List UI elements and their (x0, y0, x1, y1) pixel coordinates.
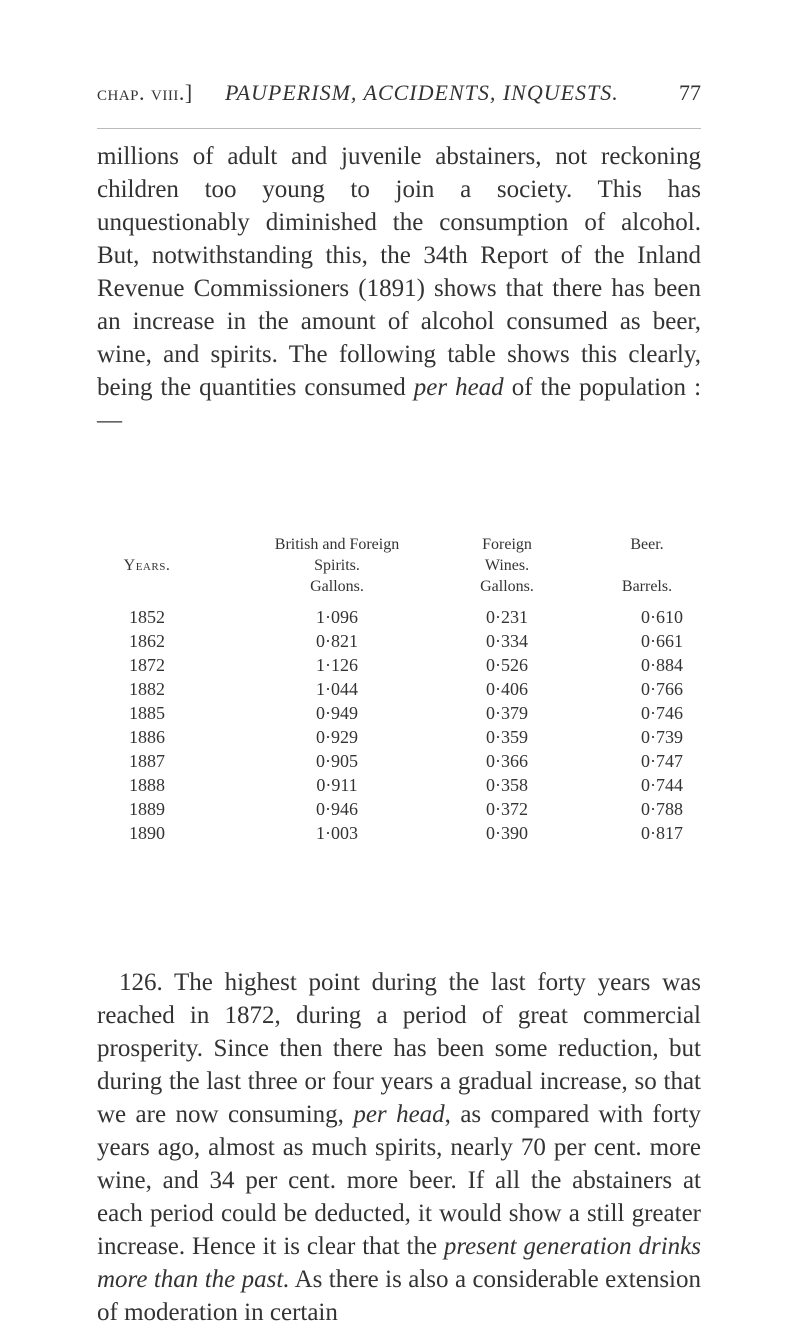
paragraph-126-italic-a: per head (353, 1101, 445, 1128)
paragraph-126-italic-b: present generation drinks more than the past. (97, 1233, 701, 1293)
table-row (97, 749, 701, 773)
cell-beer: 0·766 (641, 679, 683, 699)
table-row (97, 725, 701, 749)
table-row (97, 653, 701, 677)
table-row (97, 605, 701, 629)
chapter-label: chap. viii.] (97, 80, 193, 105)
cell-wines: 0·390 (486, 823, 528, 843)
paragraph-intro (97, 140, 701, 437)
paragraph-126-text-a: 126. The highest point during the last forty years was reached in 1872, during a period of great commercial prosperity. Since then there has been some reduction, but during the last three or four years a gradual increase, so that we are now consuming, (97, 969, 701, 1128)
header-rule (97, 128, 701, 129)
cell-spirits: 0·929 (316, 727, 358, 747)
cell-year: 1862 (129, 631, 165, 651)
cell-wines: 0·334 (486, 631, 528, 651)
header-beer-line2 (587, 556, 707, 577)
header-wines-line1: Foreign (482, 536, 532, 553)
cell-year: 1882 (129, 679, 165, 699)
cell-year: 1889 (129, 799, 165, 819)
cell-beer: 0·817 (641, 823, 683, 843)
cell-spirits: 1·096 (316, 607, 358, 627)
header-wines-unit: Gallons. (480, 578, 534, 595)
paragraph-126 (97, 966, 701, 1329)
cell-year: 1852 (129, 607, 165, 627)
header-beer-unit: Barrels. (621, 578, 673, 595)
cell-beer: 0·747 (641, 751, 683, 771)
cell-wines: 0·231 (486, 607, 528, 627)
paragraph-126-text-b: , as compared with forty years ago, almost as much spirits, nearly 70 per cent. more wine, and 34 per cent. more beer. If all the abstainers at each period could be deducted, it would show a still greater increase. Hence it is clear that the (97, 1101, 701, 1260)
cell-wines: 0·359 (486, 727, 528, 747)
cell-beer: 0·610 (641, 607, 683, 627)
table-body (97, 605, 701, 845)
table-row (97, 797, 701, 821)
cell-beer: 0·746 (641, 703, 683, 723)
cell-year: 1887 (129, 751, 165, 771)
cell-spirits: 0·949 (316, 703, 358, 723)
table-row (97, 629, 701, 653)
cell-year: 1886 (129, 727, 165, 747)
cell-wines: 0·526 (486, 655, 528, 675)
header-spirits-unit: Gallons. (310, 578, 364, 595)
header-years: Years. (123, 557, 171, 574)
header-wines-line2: Wines. (484, 557, 530, 574)
cell-spirits: 1·126 (316, 655, 358, 675)
header-spirits (232, 535, 442, 598)
paragraph-intro-text-a: millions of adult and juvenile abstainers, not reckoning children too young to join a society. This has unquestionably diminished the consumption of alcohol. But, notwithstanding this, the 34th Report of the Inland Revenue Commissioners (1891) shows that there has been an increase in the amount of alcohol consumed as beer, wine, and spirits. The following table shows this clearly, being the quantities consumed (97, 143, 701, 401)
running-title: PAUPERISM, ACCIDENTS, INQUESTS. (225, 80, 619, 105)
cell-wines: 0·372 (486, 799, 528, 819)
cell-wines: 0·406 (486, 679, 528, 699)
header-beer (587, 535, 707, 598)
cell-spirits: 1·044 (316, 679, 358, 699)
header-wines (432, 535, 582, 598)
cell-wines: 0·358 (486, 775, 528, 795)
cell-wines: 0·379 (486, 703, 528, 723)
table-header (97, 535, 701, 605)
cell-beer: 0·739 (641, 727, 683, 747)
cell-beer: 0·884 (641, 655, 683, 675)
cell-beer: 0·744 (641, 775, 683, 795)
cell-spirits: 0·946 (316, 799, 358, 819)
consumption-table (97, 535, 701, 845)
cell-year: 1890 (129, 823, 165, 843)
table-row (97, 773, 701, 797)
cell-beer: 0·788 (641, 799, 683, 819)
page-number: 77 (679, 80, 701, 105)
table-row (97, 821, 701, 845)
cell-spirits: 1·003 (316, 823, 358, 843)
paragraph-intro-text-b: of the population :— (97, 374, 702, 434)
table-row (97, 701, 701, 725)
cell-year: 1888 (129, 775, 165, 795)
table-row (97, 677, 701, 701)
cell-beer: 0·661 (641, 631, 683, 651)
paragraph-126-text-c: As there is also a considerable extension of moderation in certain (97, 1266, 701, 1326)
header-beer-line1: Beer. (630, 536, 664, 553)
running-header (97, 76, 701, 110)
cell-wines: 0·366 (486, 751, 528, 771)
cell-spirits: 0·821 (316, 631, 358, 651)
cell-year: 1885 (129, 703, 165, 723)
paragraph-intro-italic: per head (413, 374, 504, 401)
cell-year: 1872 (129, 655, 165, 675)
header-spirits-line1: British and Foreign (274, 536, 400, 553)
cell-spirits: 0·905 (316, 751, 358, 771)
cell-spirits: 0·911 (316, 775, 358, 795)
header-spirits-line2: Spirits. (314, 557, 360, 574)
